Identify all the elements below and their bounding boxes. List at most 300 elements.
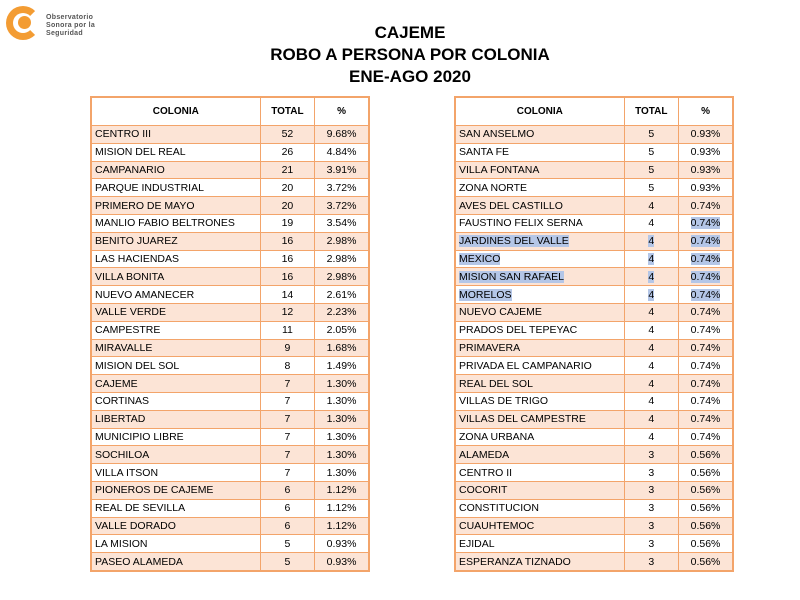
cell-pct-text: 0.56% bbox=[690, 555, 721, 568]
cell-total-text: 3 bbox=[648, 519, 655, 532]
cell-pct-text: 1.12% bbox=[326, 519, 357, 532]
cell-total bbox=[624, 250, 679, 268]
cell-colonia-text: VILLAS DEL CAMPESTRE bbox=[459, 413, 586, 426]
table-row bbox=[455, 357, 733, 375]
cell-total-text: 3 bbox=[648, 555, 655, 568]
cell-colonia bbox=[91, 161, 260, 179]
left-header-row bbox=[91, 97, 369, 126]
right-header-row bbox=[455, 97, 733, 126]
cell-total bbox=[624, 268, 679, 286]
cell-total bbox=[260, 214, 314, 232]
cell-pct bbox=[315, 464, 369, 482]
table-row bbox=[455, 464, 733, 482]
cell-total bbox=[260, 143, 314, 161]
cell-pct-text: 1.30% bbox=[326, 413, 357, 426]
cell-total bbox=[624, 464, 679, 482]
cell-colonia bbox=[455, 357, 624, 375]
cell-total-text: 21 bbox=[281, 163, 294, 176]
cell-colonia-text: ALAMEDA bbox=[459, 448, 510, 461]
cell-pct-text: 3.91% bbox=[326, 163, 357, 176]
cell-colonia-text: CENTRO III bbox=[95, 128, 152, 141]
title-subject: ROBO A PERSONA POR COLONIA bbox=[270, 45, 550, 64]
header-total: TOTAL bbox=[260, 97, 314, 126]
cell-colonia bbox=[91, 553, 260, 571]
cell-colonia-text: PARQUE INDUSTRIAL bbox=[95, 181, 204, 194]
table-row bbox=[91, 428, 369, 446]
table-row bbox=[455, 321, 733, 339]
cell-colonia bbox=[91, 143, 260, 161]
cell-total bbox=[260, 446, 314, 464]
table-row bbox=[91, 321, 369, 339]
cell-colonia bbox=[91, 357, 260, 375]
cell-total bbox=[260, 553, 314, 571]
cell-total bbox=[260, 339, 314, 357]
cell-pct-text: 4.84% bbox=[326, 146, 357, 159]
cell-pct bbox=[679, 339, 733, 357]
cell-pct bbox=[315, 392, 369, 410]
cell-colonia-text: COCORIT bbox=[459, 484, 508, 497]
cell-total-text: 7 bbox=[284, 466, 291, 479]
cell-total-text: 52 bbox=[281, 128, 294, 141]
header-colonia: COLONIA bbox=[455, 97, 624, 126]
cell-colonia-text: MISION SAN RAFAEL bbox=[459, 270, 565, 283]
cell-colonia-text: MANLIO FABIO BELTRONES bbox=[95, 217, 235, 230]
cell-pct bbox=[315, 143, 369, 161]
cell-total bbox=[260, 126, 314, 144]
cell-colonia-text: LIBERTAD bbox=[95, 413, 146, 426]
cell-colonia-text: CENTRO II bbox=[459, 466, 513, 479]
cell-total-text: 4 bbox=[648, 288, 655, 301]
cell-colonia bbox=[91, 303, 260, 321]
table-row bbox=[455, 161, 733, 179]
cell-total bbox=[260, 161, 314, 179]
header-total: TOTAL bbox=[624, 97, 679, 126]
cell-pct-text: 0.74% bbox=[690, 217, 721, 230]
cell-pct bbox=[679, 357, 733, 375]
table-row bbox=[455, 268, 733, 286]
cell-total-text: 16 bbox=[281, 270, 294, 283]
cell-colonia bbox=[455, 553, 624, 571]
cell-total bbox=[624, 197, 679, 215]
cell-total bbox=[260, 357, 314, 375]
table-row bbox=[91, 392, 369, 410]
cell-total bbox=[624, 161, 679, 179]
table-row bbox=[91, 232, 369, 250]
logo-text bbox=[46, 14, 95, 38]
cell-colonia bbox=[455, 179, 624, 197]
cell-pct bbox=[315, 553, 369, 571]
cell-colonia-text: ESPERANZA TIZNADO bbox=[459, 555, 571, 568]
cell-pct-text: 0.56% bbox=[690, 537, 721, 550]
cell-pct bbox=[679, 535, 733, 553]
cell-pct bbox=[679, 321, 733, 339]
cell-pct-text: 0.93% bbox=[326, 555, 357, 568]
table-row bbox=[91, 357, 369, 375]
table-row bbox=[455, 143, 733, 161]
cell-total-text: 4 bbox=[648, 430, 655, 443]
cell-pct bbox=[315, 161, 369, 179]
table-row bbox=[91, 250, 369, 268]
cell-colonia bbox=[455, 197, 624, 215]
cell-colonia bbox=[91, 232, 260, 250]
cell-pct-text: 0.56% bbox=[690, 519, 721, 532]
cell-pct-text: 2.98% bbox=[326, 235, 357, 248]
cell-total-text: 16 bbox=[281, 235, 294, 248]
cell-pct-text: 2.61% bbox=[326, 288, 357, 301]
table-row bbox=[91, 499, 369, 517]
cell-pct-text: 1.30% bbox=[326, 466, 357, 479]
cell-total bbox=[624, 428, 679, 446]
cell-total bbox=[260, 375, 314, 393]
cell-colonia-text: PASEO ALAMEDA bbox=[95, 555, 183, 568]
cell-total-text: 19 bbox=[281, 217, 294, 230]
cell-total-text: 4 bbox=[648, 324, 655, 337]
logo-dot-icon bbox=[18, 16, 31, 29]
cell-pct bbox=[679, 214, 733, 232]
cell-total-text: 9 bbox=[284, 341, 291, 354]
cell-total bbox=[624, 179, 679, 197]
cell-colonia-text: JARDINES DEL VALLE bbox=[459, 235, 569, 248]
cell-total bbox=[624, 321, 679, 339]
cell-colonia-text: EJIDAL bbox=[459, 537, 495, 550]
cell-colonia bbox=[91, 339, 260, 357]
cell-total-text: 20 bbox=[281, 199, 294, 212]
cell-pct bbox=[679, 375, 733, 393]
table-row bbox=[91, 410, 369, 428]
cell-colonia bbox=[455, 268, 624, 286]
cell-total-text: 7 bbox=[284, 413, 291, 426]
cell-colonia bbox=[455, 464, 624, 482]
logo-line2: Sonora bbox=[46, 22, 72, 29]
cell-colonia bbox=[455, 339, 624, 357]
cell-pct bbox=[679, 268, 733, 286]
cell-total bbox=[260, 428, 314, 446]
cell-pct-text: 1.30% bbox=[326, 395, 357, 408]
cell-colonia bbox=[91, 250, 260, 268]
cell-pct bbox=[315, 499, 369, 517]
cell-total bbox=[260, 250, 314, 268]
cell-pct-text: 0.93% bbox=[690, 163, 721, 176]
cell-pct bbox=[679, 250, 733, 268]
cell-total-text: 6 bbox=[284, 502, 291, 515]
cell-pct bbox=[315, 126, 369, 144]
cell-colonia bbox=[455, 321, 624, 339]
cell-colonia-text: VILLAS DE TRIGO bbox=[459, 395, 549, 408]
table-row bbox=[455, 179, 733, 197]
cell-pct-text: 9.68% bbox=[326, 128, 357, 141]
cell-colonia bbox=[91, 214, 260, 232]
cell-pct-text: 0.56% bbox=[690, 466, 721, 479]
cell-pct bbox=[679, 517, 733, 535]
cell-colonia-text: CORTINAS bbox=[95, 395, 150, 408]
cell-pct bbox=[315, 357, 369, 375]
cell-total bbox=[260, 464, 314, 482]
cell-total-text: 4 bbox=[648, 359, 655, 372]
cell-colonia bbox=[455, 517, 624, 535]
cell-pct-text: 1.30% bbox=[326, 377, 357, 390]
cell-pct-text: 0.74% bbox=[690, 413, 721, 426]
table-row bbox=[455, 481, 733, 499]
cell-total bbox=[260, 179, 314, 197]
cell-colonia-text: ZONA URBANA bbox=[459, 430, 535, 443]
table-row bbox=[91, 553, 369, 571]
cell-pct-text: 0.93% bbox=[690, 128, 721, 141]
table-row bbox=[455, 392, 733, 410]
cell-total bbox=[624, 375, 679, 393]
cell-colonia-text: CAJEME bbox=[95, 377, 138, 390]
cell-pct bbox=[315, 303, 369, 321]
cell-pct bbox=[315, 214, 369, 232]
cell-total-text: 7 bbox=[284, 430, 291, 443]
cell-colonia bbox=[91, 126, 260, 144]
cell-total-text: 14 bbox=[281, 288, 294, 301]
table-row bbox=[91, 197, 369, 215]
cell-pct-text: 0.56% bbox=[690, 484, 721, 497]
header-pct: % bbox=[315, 97, 369, 126]
table-row bbox=[455, 428, 733, 446]
cell-colonia bbox=[91, 410, 260, 428]
cell-colonia-text: REAL DE SEVILLA bbox=[95, 502, 186, 515]
cell-total-text: 4 bbox=[648, 252, 655, 265]
cell-colonia bbox=[91, 286, 260, 304]
cell-total bbox=[624, 126, 679, 144]
table-row bbox=[91, 268, 369, 286]
cell-colonia bbox=[91, 179, 260, 197]
cell-colonia-text: LA MISION bbox=[95, 537, 148, 550]
cell-colonia bbox=[455, 303, 624, 321]
cell-total-text: 16 bbox=[281, 252, 294, 265]
cell-colonia bbox=[455, 499, 624, 517]
cell-pct-text: 2.98% bbox=[326, 270, 357, 283]
cell-pct bbox=[679, 499, 733, 517]
cell-pct bbox=[679, 232, 733, 250]
cell-pct bbox=[315, 250, 369, 268]
cell-pct-text: 2.23% bbox=[326, 306, 357, 319]
cell-colonia bbox=[455, 446, 624, 464]
cell-pct-text: 0.74% bbox=[690, 199, 721, 212]
cell-total bbox=[260, 517, 314, 535]
cell-pct-text: 3.72% bbox=[326, 181, 357, 194]
cell-total bbox=[624, 481, 679, 499]
cell-pct-text: 0.74% bbox=[690, 306, 721, 319]
cell-colonia-text: PRADOS DEL TEPEYAC bbox=[459, 324, 578, 337]
cell-pct bbox=[315, 339, 369, 357]
cell-pct-text: 0.93% bbox=[690, 146, 721, 159]
cell-pct-text: 0.56% bbox=[690, 502, 721, 515]
cell-total bbox=[624, 410, 679, 428]
cell-colonia-text: CAMPESTRE bbox=[95, 324, 161, 337]
cell-total bbox=[624, 214, 679, 232]
cell-colonia bbox=[91, 464, 260, 482]
cell-colonia bbox=[91, 446, 260, 464]
table-row bbox=[455, 197, 733, 215]
cell-pct bbox=[679, 446, 733, 464]
cell-pct bbox=[315, 375, 369, 393]
table-row bbox=[455, 339, 733, 357]
cell-total bbox=[624, 392, 679, 410]
table-row bbox=[455, 446, 733, 464]
table-row bbox=[91, 339, 369, 357]
cell-pct bbox=[315, 410, 369, 428]
cell-total bbox=[260, 197, 314, 215]
cell-pct-text: 0.74% bbox=[690, 252, 721, 265]
cell-pct-text: 0.74% bbox=[690, 288, 721, 301]
cell-colonia-text: MORELOS bbox=[459, 288, 512, 301]
cell-pct bbox=[315, 428, 369, 446]
cell-pct bbox=[315, 232, 369, 250]
table-row bbox=[455, 214, 733, 232]
cell-colonia-text: MIRAVALLE bbox=[95, 341, 153, 354]
cell-total-text: 5 bbox=[284, 555, 291, 568]
right-table bbox=[454, 96, 734, 572]
cell-pct-text: 1.49% bbox=[326, 359, 357, 372]
cell-colonia-text: VALLE DORADO bbox=[95, 519, 176, 532]
cell-total bbox=[624, 446, 679, 464]
table-row bbox=[455, 517, 733, 535]
cell-total-text: 5 bbox=[648, 128, 655, 141]
cell-pct-text: 1.68% bbox=[326, 341, 357, 354]
cell-total-text: 3 bbox=[648, 448, 655, 461]
logo-line1: Observatorio bbox=[46, 14, 94, 21]
cell-colonia-text: PRIMAVERA bbox=[459, 341, 521, 354]
cell-colonia-text: VILLA BONITA bbox=[95, 270, 165, 283]
cell-colonia bbox=[455, 392, 624, 410]
cell-colonia-text: NUEVO CAJEME bbox=[459, 306, 542, 319]
logo-line2-wrap bbox=[46, 22, 95, 30]
cell-colonia bbox=[91, 321, 260, 339]
cell-total-text: 4 bbox=[648, 341, 655, 354]
cell-total-text: 5 bbox=[648, 163, 655, 176]
cell-total-text: 26 bbox=[281, 146, 294, 159]
cell-colonia bbox=[91, 517, 260, 535]
cell-colonia-text: PRIVADA EL CAMPANARIO bbox=[459, 359, 592, 372]
cell-pct bbox=[315, 535, 369, 553]
table-row bbox=[91, 303, 369, 321]
cell-pct-text: 0.74% bbox=[690, 377, 721, 390]
cell-colonia-text: VILLA ITSON bbox=[95, 466, 159, 479]
table-row bbox=[91, 481, 369, 499]
cell-colonia-text: ZONA NORTE bbox=[459, 181, 528, 194]
table-row bbox=[455, 499, 733, 517]
cell-pct-text: 1.30% bbox=[326, 448, 357, 461]
cell-colonia bbox=[91, 268, 260, 286]
cell-colonia bbox=[455, 481, 624, 499]
table-row bbox=[91, 446, 369, 464]
table-row bbox=[91, 179, 369, 197]
cell-total-text: 8 bbox=[284, 359, 291, 372]
cell-total bbox=[624, 499, 679, 517]
cell-total bbox=[260, 392, 314, 410]
cell-colonia bbox=[455, 143, 624, 161]
cell-total bbox=[260, 410, 314, 428]
table-row bbox=[455, 250, 733, 268]
cell-colonia-text: PIONEROS DE CAJEME bbox=[95, 484, 214, 497]
cell-colonia bbox=[455, 535, 624, 553]
cell-colonia-text: LAS HACIENDAS bbox=[95, 252, 180, 265]
cell-total bbox=[260, 499, 314, 517]
cell-colonia bbox=[91, 428, 260, 446]
cell-total-text: 11 bbox=[281, 324, 293, 337]
logo-line2b: por la bbox=[74, 22, 96, 29]
cell-colonia bbox=[91, 197, 260, 215]
cell-total bbox=[260, 321, 314, 339]
cell-pct bbox=[679, 197, 733, 215]
cell-colonia bbox=[455, 161, 624, 179]
cell-total-text: 3 bbox=[648, 537, 655, 550]
cell-total-text: 12 bbox=[281, 306, 294, 319]
cell-colonia-text: PRIMERO DE MAYO bbox=[95, 199, 195, 212]
cell-pct-text: 1.12% bbox=[326, 484, 357, 497]
cell-total-text: 5 bbox=[648, 181, 655, 194]
table-row bbox=[455, 286, 733, 304]
cell-colonia bbox=[91, 481, 260, 499]
cell-total-text: 3 bbox=[648, 466, 655, 479]
table-row bbox=[455, 303, 733, 321]
cell-pct-text: 0.74% bbox=[690, 359, 721, 372]
cell-total bbox=[260, 535, 314, 553]
cell-pct bbox=[315, 197, 369, 215]
cell-colonia bbox=[455, 428, 624, 446]
cell-pct bbox=[315, 481, 369, 499]
cell-total-text: 4 bbox=[648, 217, 655, 230]
cell-pct-text: 0.74% bbox=[690, 341, 721, 354]
cell-total bbox=[260, 286, 314, 304]
table-row bbox=[91, 161, 369, 179]
table-row bbox=[91, 214, 369, 232]
cell-total-text: 4 bbox=[648, 377, 655, 390]
title-municipality: CAJEME bbox=[374, 23, 446, 42]
cell-total bbox=[624, 535, 679, 553]
table-row bbox=[455, 375, 733, 393]
cell-pct-text: 1.12% bbox=[326, 502, 357, 515]
cell-total bbox=[260, 268, 314, 286]
title-period: ENE-AGO 2020 bbox=[349, 67, 471, 86]
cell-colonia-text: NUEVO AMANECER bbox=[95, 288, 195, 301]
table-row bbox=[91, 535, 369, 553]
cell-total-text: 5 bbox=[284, 537, 291, 550]
cell-total bbox=[624, 303, 679, 321]
table-row bbox=[91, 464, 369, 482]
cell-pct bbox=[679, 481, 733, 499]
cell-colonia-text: SAN ANSELMO bbox=[459, 128, 535, 141]
table-row bbox=[91, 517, 369, 535]
header-colonia: COLONIA bbox=[91, 97, 260, 126]
cell-colonia bbox=[91, 535, 260, 553]
cell-pct bbox=[315, 446, 369, 464]
cell-pct bbox=[315, 268, 369, 286]
cell-total-text: 4 bbox=[648, 413, 655, 426]
table-row bbox=[455, 410, 733, 428]
cell-total-text: 7 bbox=[284, 395, 291, 408]
cell-colonia-text: SOCHILOA bbox=[95, 448, 150, 461]
cell-pct bbox=[679, 410, 733, 428]
cell-colonia-text: CONSTITUCION bbox=[459, 502, 539, 515]
observatorio-logo bbox=[6, 6, 126, 46]
header-pct: % bbox=[679, 97, 733, 126]
cell-pct-text: 0.74% bbox=[690, 430, 721, 443]
table-row bbox=[455, 126, 733, 144]
cell-total-text: 4 bbox=[648, 199, 655, 212]
cell-total-text: 7 bbox=[284, 377, 291, 390]
left-table bbox=[90, 96, 370, 572]
cell-colonia-text: MISION DEL SOL bbox=[95, 359, 180, 372]
cell-total bbox=[624, 339, 679, 357]
table-row bbox=[91, 375, 369, 393]
table-row bbox=[455, 535, 733, 553]
cell-pct-text: 3.54% bbox=[326, 217, 357, 230]
cell-pct bbox=[679, 126, 733, 144]
cell-pct bbox=[679, 179, 733, 197]
